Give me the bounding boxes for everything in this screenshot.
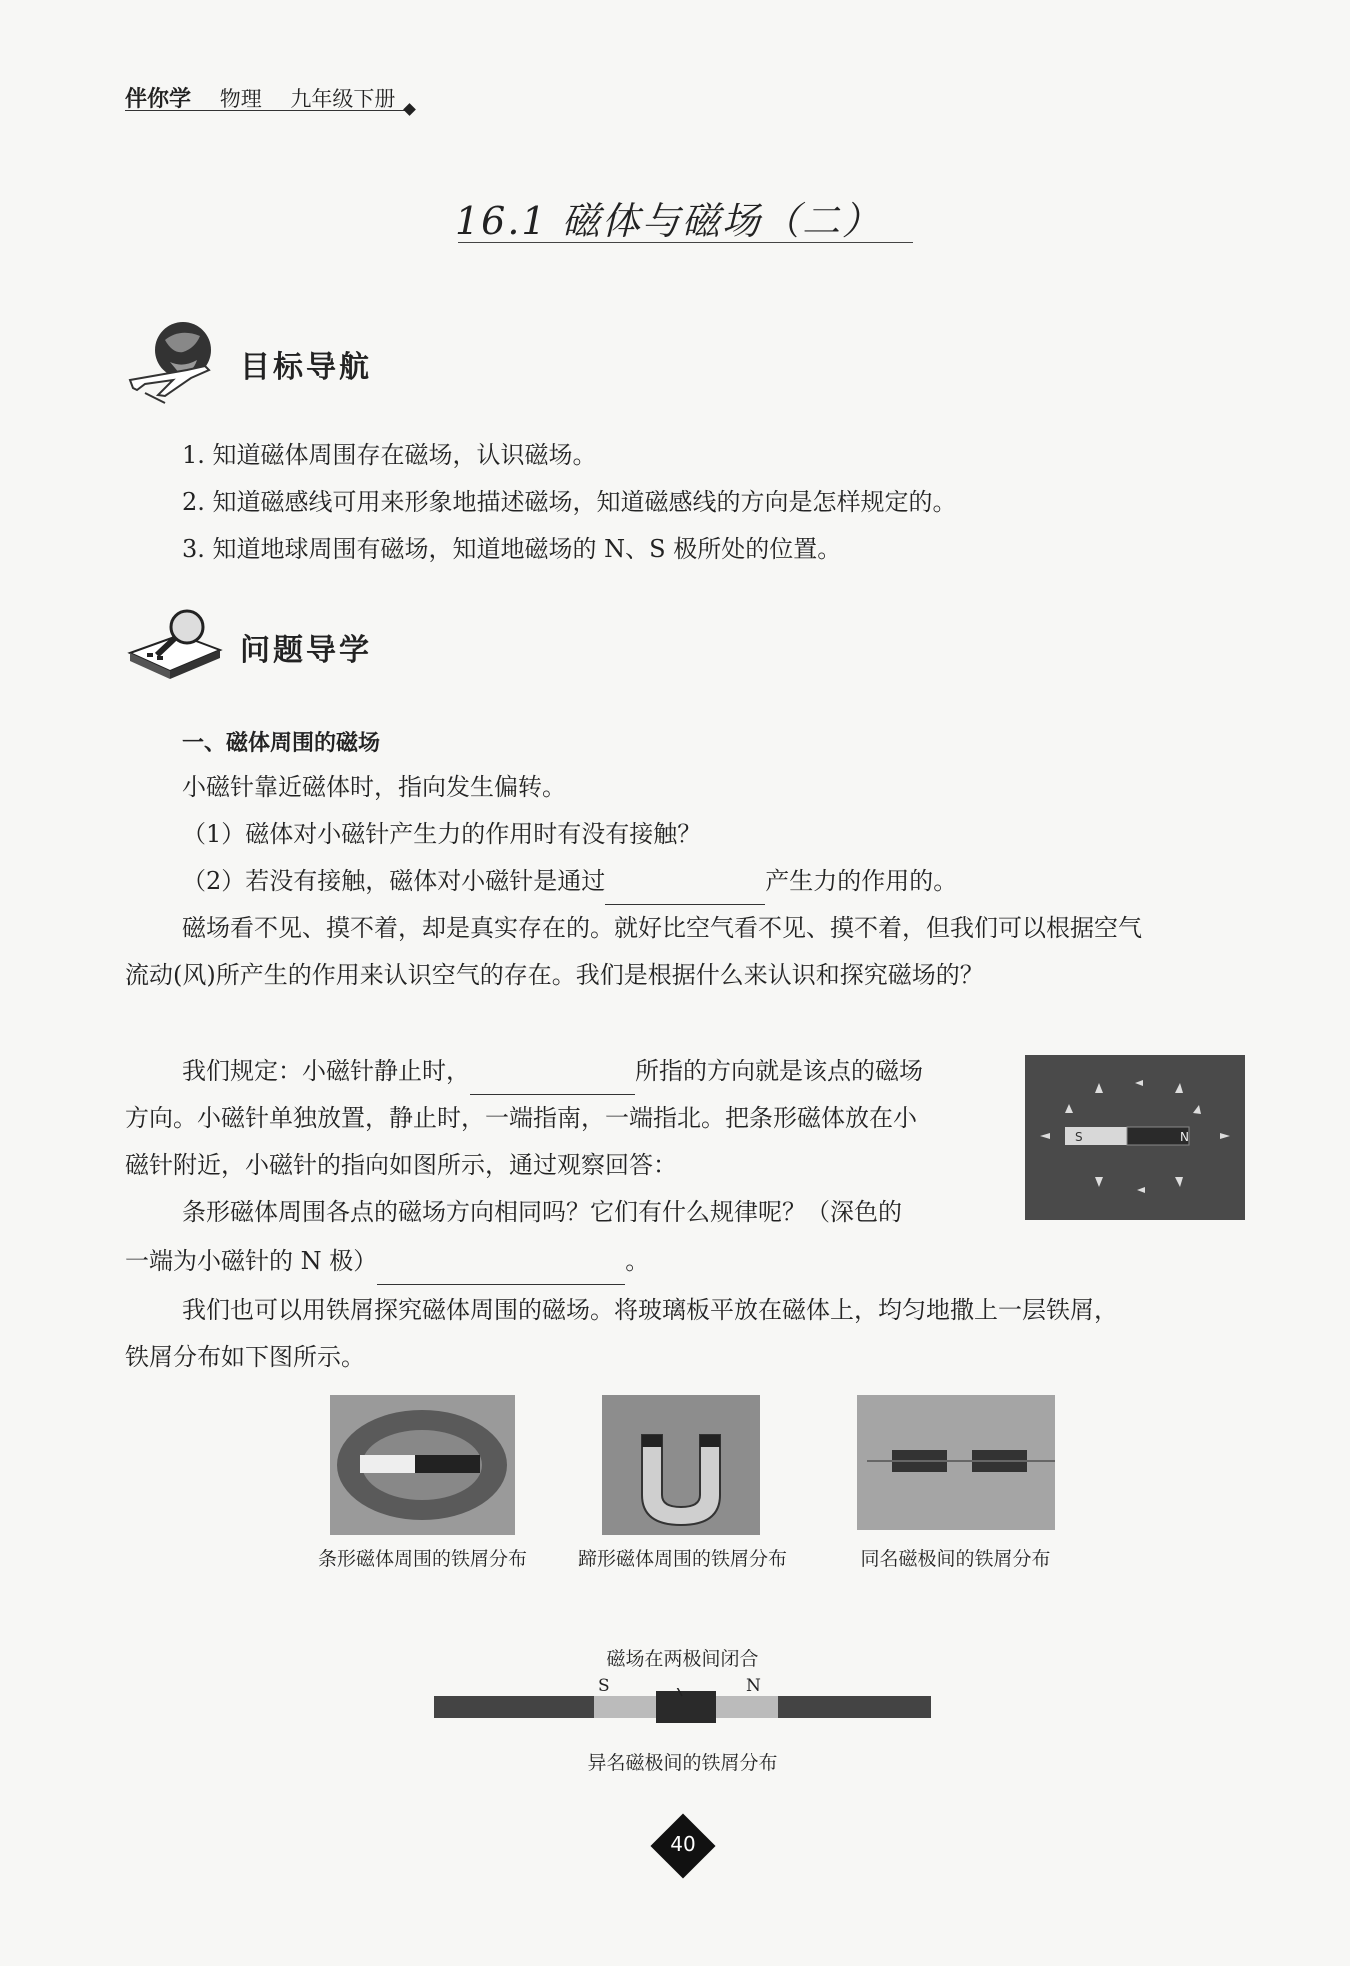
- answer-blank-direction[interactable]: [470, 1064, 635, 1095]
- paragraph-intro: 小磁针靠近磁体时，指向发生偏转。: [182, 773, 566, 801]
- paragraph-rule-line1: 我们规定：小磁针静止时， 所指的方向就是该点的磁场: [182, 1048, 923, 1095]
- header-subject: 物理: [219, 87, 262, 111]
- answer-blank-medium[interactable]: [605, 874, 765, 905]
- magnifier-book-icon: [125, 605, 225, 684]
- sub-heading-magnet-field: 一、磁体周围的磁场: [182, 731, 381, 756]
- page-number: 40: [670, 1832, 696, 1856]
- like-poles-filings-photo: [857, 1395, 1055, 1530]
- paragraph-question-line1: 条形磁体周围各点的磁场方向相同吗？它们有什么规律呢？（深色的: [182, 1198, 902, 1226]
- series-brand: 伴你学: [125, 87, 192, 112]
- bottom-s-label: S: [598, 1676, 610, 1696]
- horseshoe-magnet-filings-photo: [602, 1395, 760, 1535]
- goal-item-3: 3. 知道地球周围有磁场，知道地磁场的 N、S 极所处的位置。: [182, 535, 842, 563]
- globe-airplane-icon: [125, 318, 225, 410]
- caption-bar-magnet: 条形磁体周围的铁屑分布: [317, 1548, 527, 1570]
- header-diamond-icon: [403, 103, 416, 116]
- answer-blank-rule[interactable]: [377, 1254, 625, 1285]
- paragraph-air-analogy-line1: 磁场看不见、摸不着，却是真实存在的。就好比空气看不见、摸不着，但我们可以根据空气: [182, 914, 1142, 942]
- bottom-figure-label: 磁场在两极间闭合: [606, 1648, 759, 1670]
- bar-magnet-filings-photo: [330, 1395, 515, 1535]
- question-2: （2）若没有接触，磁体对小磁针是通过 产生力的作用的。: [182, 858, 957, 905]
- compass-needles-photo: [1025, 1055, 1245, 1220]
- caption-horseshoe-magnet: 蹄形磁体周围的铁屑分布: [577, 1548, 787, 1570]
- paragraph-iron-filings-line2: 铁屑分布如下图所示。: [125, 1343, 365, 1371]
- header-grade: 九年级下册: [290, 87, 396, 111]
- section-heading-goals: 目标导航: [240, 350, 372, 385]
- running-header: [125, 82, 395, 113]
- goal-item-1: 1. 知道磁体周围存在磁场，认识磁场。: [182, 441, 597, 469]
- paragraph-iron-filings-line1: 我们也可以用铁屑探究磁体周围的磁场。将玻璃板平放在磁体上，均匀地撒上一层铁屑，: [182, 1296, 1118, 1324]
- goal-item-2: 2. 知道磁感线可用来形象地描述磁场，知道磁感线的方向是怎样规定的。: [182, 488, 957, 516]
- magnet-s-label: S: [1075, 1130, 1083, 1144]
- question-1: （1）磁体对小磁针产生力的作用时有没有接触？: [182, 820, 702, 848]
- paragraph-rule-line2: 方向。小磁针单独放置，静止时，一端指南，一端指北。把条形磁体放在小: [125, 1104, 917, 1132]
- paragraph-air-analogy-line2: 流动(风)所产生的作用来认识空气的存在。我们是根据什么来认识和探究磁场的？: [125, 961, 984, 989]
- header-rule: [125, 110, 410, 111]
- caption-like-poles: 同名磁极间的铁屑分布: [860, 1548, 1051, 1570]
- lesson-title: 16.1 磁体与磁场（二）: [455, 199, 882, 243]
- caption-unlike-poles: 异名磁极间的铁屑分布: [587, 1752, 778, 1774]
- unlike-poles-filings-photo: [430, 1688, 935, 1724]
- section-heading-questions: 问题导学: [240, 633, 372, 668]
- magnet-n-label: N: [1180, 1130, 1189, 1144]
- title-underline: [458, 242, 913, 243]
- bottom-n-label: N: [746, 1676, 761, 1696]
- paragraph-question-line2: 一端为小磁针的 N 极） 。: [125, 1238, 649, 1285]
- paragraph-rule-line3: 磁针附近，小磁针的指向如图所示，通过观察回答：: [125, 1151, 677, 1179]
